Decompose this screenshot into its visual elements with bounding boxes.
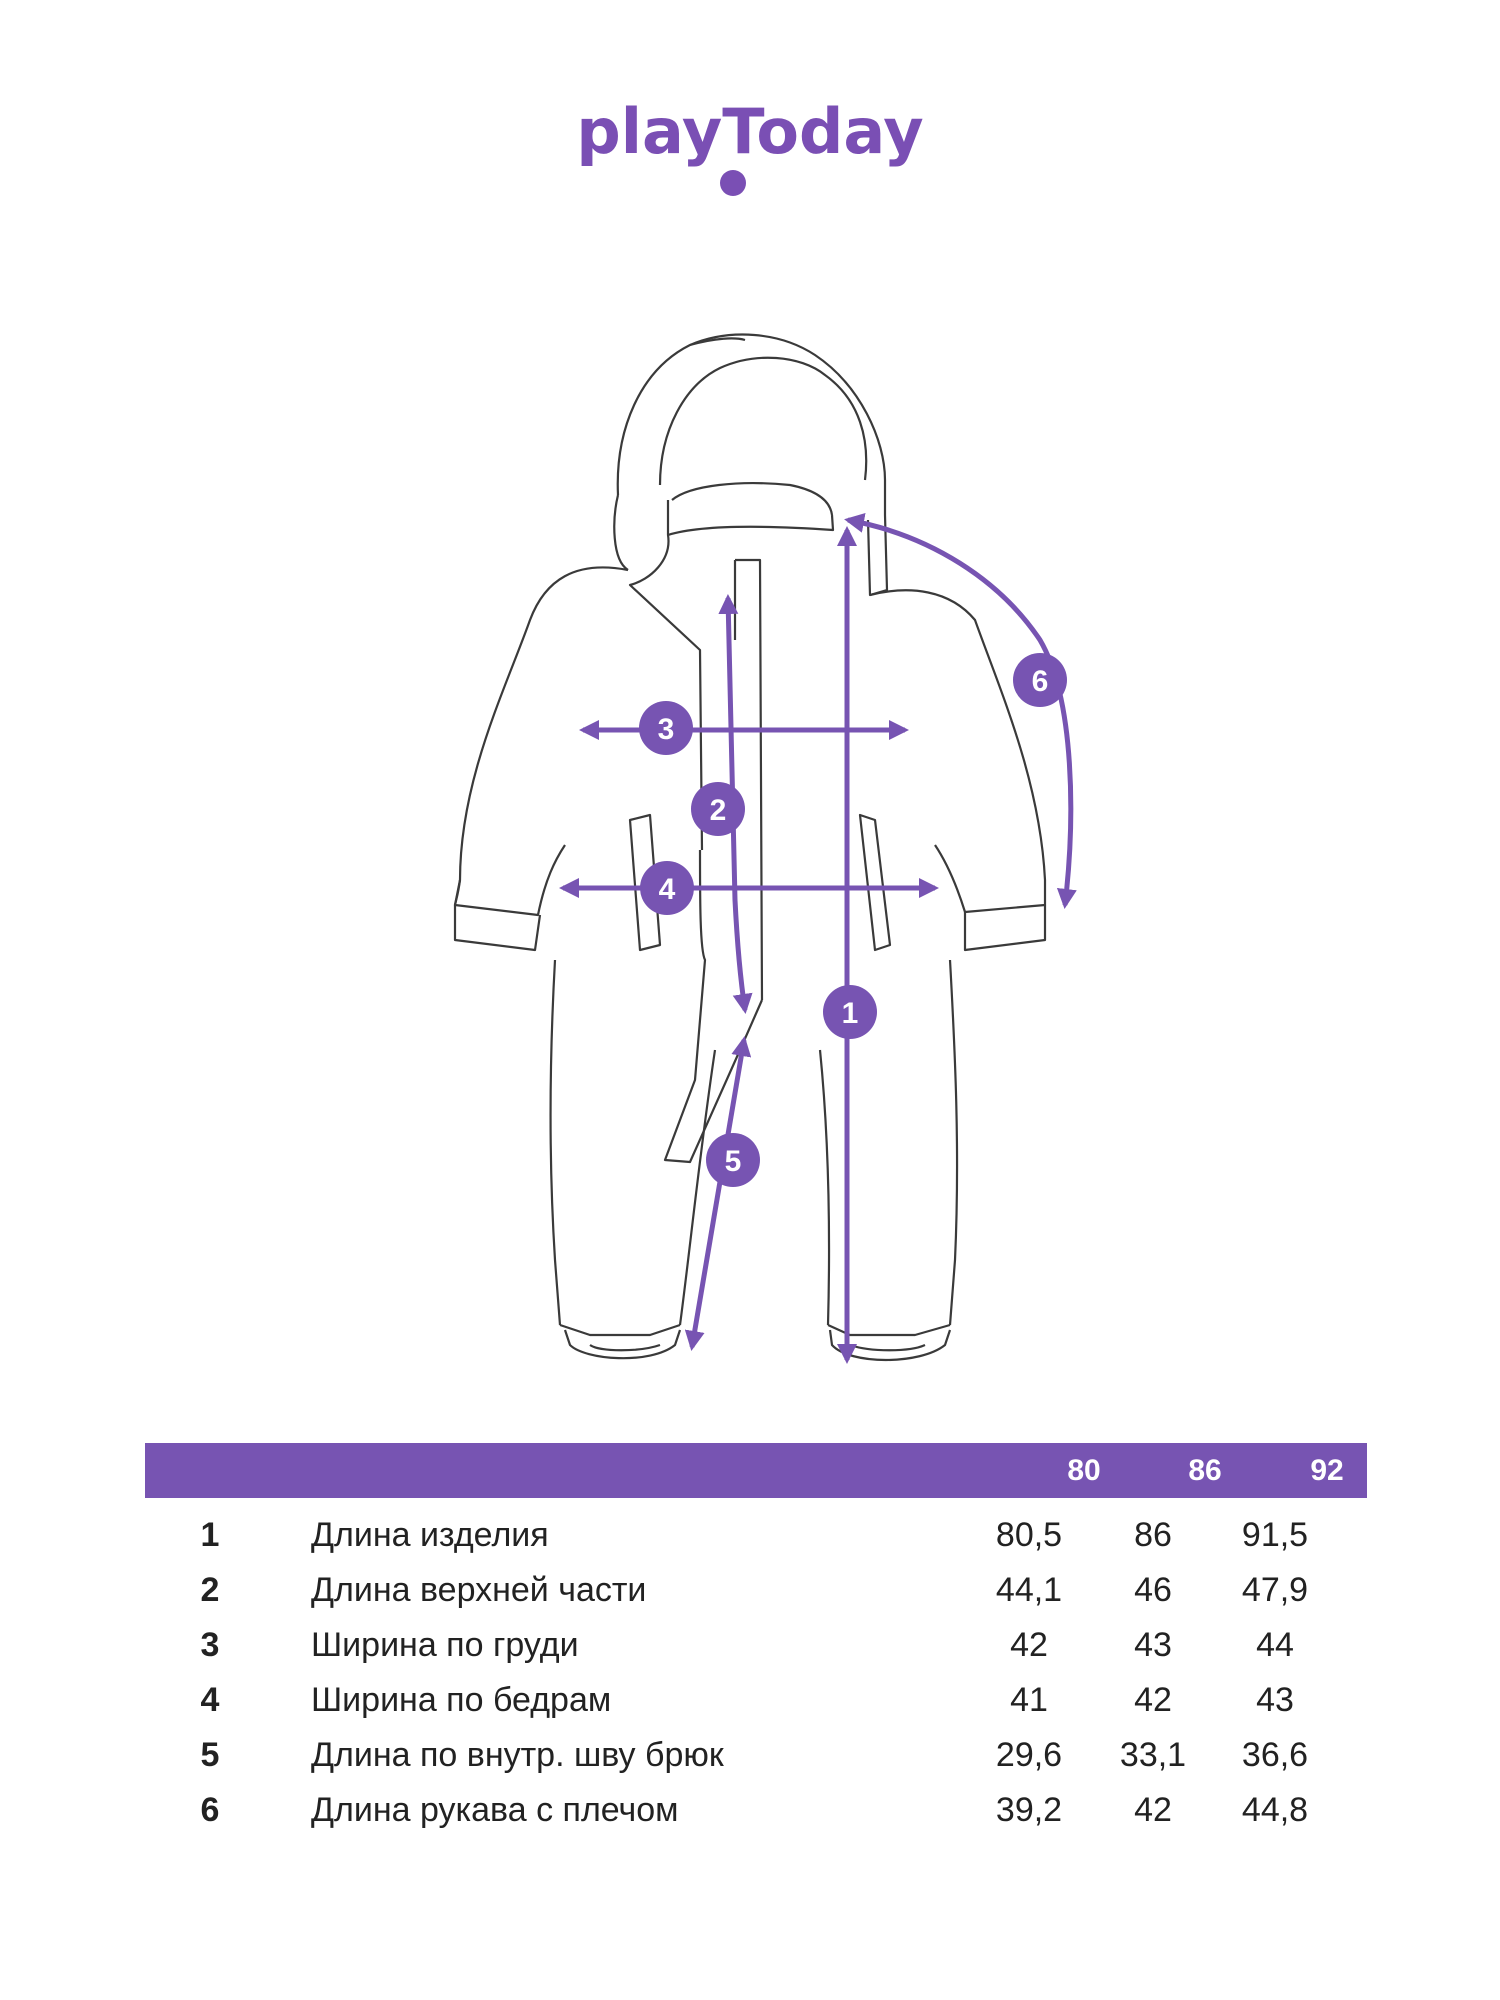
row-label: Длина изделия: [311, 1516, 549, 1554]
row-value-92: 36,6: [1241, 1736, 1309, 1774]
row-number: 1: [200, 1516, 220, 1554]
row-number: 4: [200, 1681, 220, 1719]
row-value-92: 44: [1256, 1626, 1294, 1664]
measurement-markers: [639, 653, 1067, 1187]
brand-logo-text: playToday: [576, 95, 924, 168]
row-label: Длина рукава с плечом: [311, 1791, 679, 1829]
row-value-92: 91,5: [1241, 1516, 1309, 1554]
marker-label-1: 1: [841, 997, 859, 1030]
row-label: Ширина по бедрам: [311, 1681, 612, 1719]
row-number: 2: [200, 1571, 220, 1609]
brand-logo-dot: [720, 170, 746, 196]
row-value-86: 42: [1134, 1791, 1172, 1829]
row-value-80: 80,5: [995, 1516, 1063, 1554]
brand-logo: [0, 95, 1500, 168]
row-value-86: 42: [1134, 1681, 1172, 1719]
row-value-92: 43: [1256, 1681, 1294, 1719]
marker-label-4: 4: [658, 873, 676, 906]
row-value-86: 33,1: [1119, 1736, 1187, 1774]
row-value-92: 47,9: [1241, 1571, 1309, 1609]
row-value-92: 44,8: [1241, 1791, 1309, 1829]
row-value-86: 86: [1134, 1516, 1172, 1554]
marker-label-6: 6: [1031, 665, 1049, 698]
jumpsuit-outline: [455, 335, 1045, 1360]
row-value-80: 44,1: [995, 1571, 1063, 1609]
row-number: 6: [200, 1791, 220, 1829]
measure-line-6: [848, 520, 1071, 905]
row-label: Длина верхней части: [311, 1571, 647, 1609]
size-header-86: 86: [1188, 1454, 1222, 1487]
row-value-80: 29,6: [995, 1736, 1063, 1774]
marker-label-2: 2: [709, 794, 727, 827]
size-header-92: 92: [1310, 1454, 1344, 1487]
row-value-86: 43: [1134, 1626, 1172, 1664]
row-label: Длина по внутр. шву брюк: [311, 1736, 724, 1774]
marker-label-5: 5: [724, 1145, 742, 1178]
row-value-80: 42: [1010, 1626, 1048, 1664]
table-row: [0, 1728, 1500, 1783]
table-row: [0, 1783, 1500, 1838]
table-row: [0, 1563, 1500, 1618]
table-row: [0, 1618, 1500, 1673]
size-header-80: 80: [1067, 1454, 1101, 1487]
row-label: Ширина по груди: [311, 1626, 579, 1664]
row-value-80: 39,2: [995, 1791, 1063, 1829]
table-row: [0, 1508, 1500, 1563]
size-table-header: [145, 1443, 1367, 1498]
row-number: 3: [200, 1626, 220, 1664]
marker-label-3: 3: [657, 713, 675, 746]
measure-line-5: [692, 1040, 744, 1347]
row-value-80: 41: [1010, 1681, 1048, 1719]
row-number: 5: [200, 1736, 220, 1774]
garment-diagram: [0, 300, 1500, 1400]
table-row: [0, 1673, 1500, 1728]
row-value-86: 46: [1134, 1571, 1172, 1609]
